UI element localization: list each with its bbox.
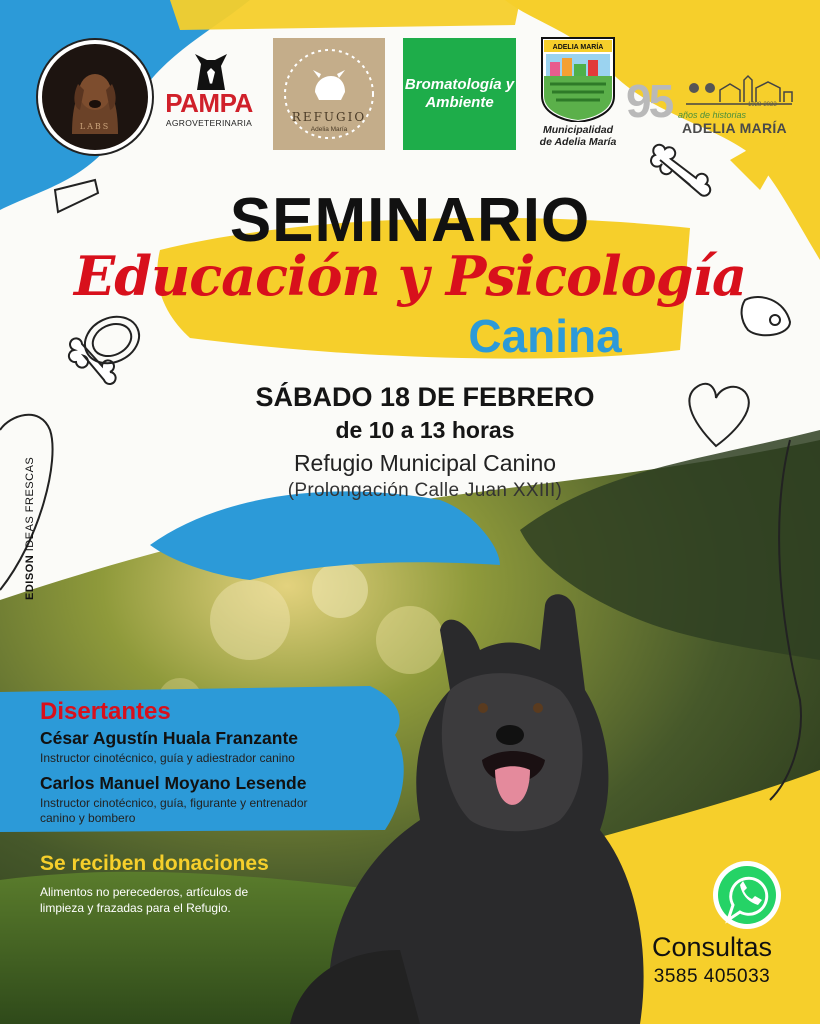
speaker-2-name: Carlos Manuel Moyano Lesende xyxy=(40,773,307,793)
municipalidad-logo xyxy=(540,36,616,122)
anniversary-number: 95 xyxy=(626,75,672,127)
event-hours: de 10 a 13 horas xyxy=(335,417,515,443)
credit-rest: IDEAS FRESCAS xyxy=(24,456,36,555)
muni-caption-line-2: de Adelia María xyxy=(539,136,617,148)
refugio-name: REFUGIO xyxy=(291,110,367,124)
municipalidad-caption xyxy=(520,124,636,148)
event-date: SÁBADO 18 DE FEBRERO xyxy=(255,382,595,412)
title-education-psychology: Educación y Psicología xyxy=(74,244,746,308)
refugio-subtitle: Adelia María xyxy=(310,126,348,133)
anniversary-town: ADELIA MARÍA xyxy=(682,120,787,136)
anniversary-range: 1928-2023 xyxy=(748,102,777,108)
donations-title: Se reciben donaciones xyxy=(40,852,269,875)
event-address: (Prolongación Calle Juan XXIII) xyxy=(287,480,563,501)
refugio-logo xyxy=(273,38,385,150)
pampa-logo xyxy=(163,52,255,132)
whatsapp-icon xyxy=(713,861,781,929)
anniversary-logo xyxy=(626,70,794,140)
anniversary-history: años de historias xyxy=(678,110,747,120)
lab-club-logo xyxy=(38,40,152,154)
title-canina: Canina xyxy=(468,310,622,362)
speaker-1-name: César Agustín Huala Franzante xyxy=(40,728,299,748)
speaker-2-role: Instructor cinotécnico, guía, figurante y entrenador canino y bombero xyxy=(40,796,308,825)
contact-label: Consultas xyxy=(651,932,773,962)
speakers-title: Disertantes xyxy=(40,698,171,725)
muni-banner-text: ADELIA MARÍA xyxy=(552,44,604,51)
muni-caption-line-1: Municipalidad xyxy=(542,124,613,136)
title-seminario: SEMINARIO xyxy=(229,186,591,255)
speaker-1-role: Instructor cinotécnico, guía y adiestrador canino xyxy=(40,751,295,765)
dog-face-icon xyxy=(191,52,231,92)
credit-bold: EDISON xyxy=(24,554,36,600)
donations-text: Alimentos no perecederos, artículos de limpieza y frazadas para el Refugio. xyxy=(40,885,249,915)
designer-credit xyxy=(24,456,40,600)
pampa-name: PAMPA xyxy=(165,88,253,118)
contact-phone[interactable]: 3585 405033 xyxy=(653,966,771,987)
pampa-subtitle: AGROVETERINARIA xyxy=(165,118,253,128)
bromatologia-logo: Bromatología y Ambiente xyxy=(403,38,516,150)
lab-club-text: LABS xyxy=(79,122,111,131)
event-place: Refugio Municipal Canino xyxy=(293,450,557,476)
